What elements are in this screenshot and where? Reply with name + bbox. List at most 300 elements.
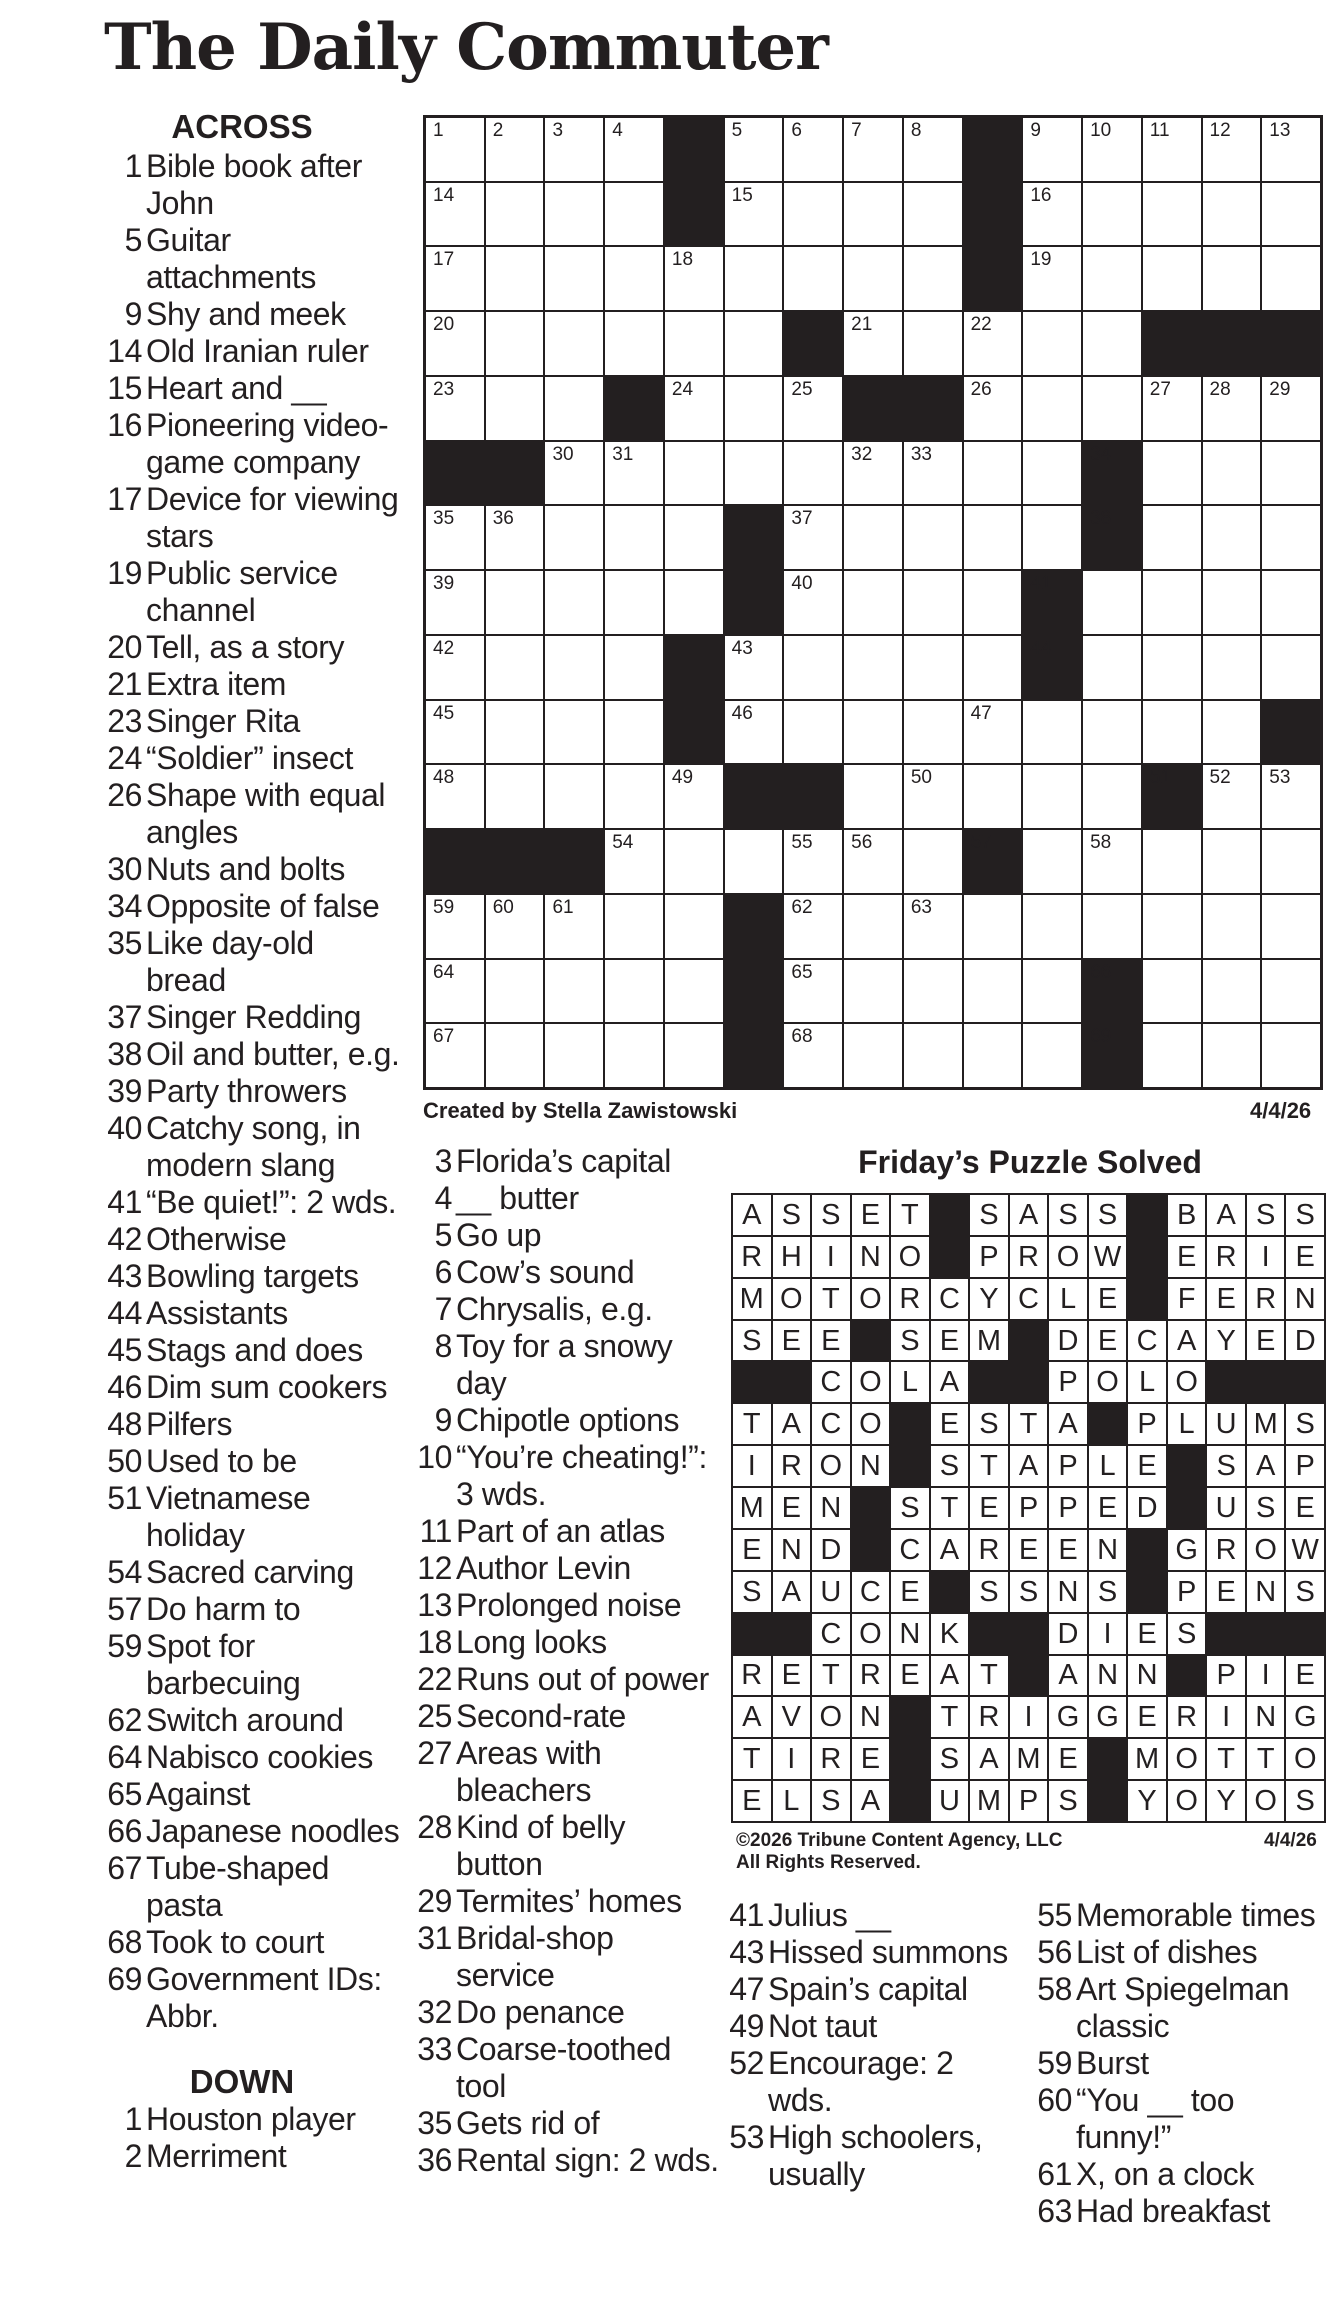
- grid-cell[interactable]: [605, 506, 663, 569]
- grid-cell[interactable]: [904, 636, 962, 699]
- grid-cell[interactable]: [904, 571, 962, 634]
- clue-text: Against: [146, 1776, 250, 1812]
- solution-letter: A: [733, 1697, 771, 1737]
- cell-number: 6: [791, 120, 802, 141]
- grid-cell[interactable]: [1262, 830, 1320, 893]
- grid-cell[interactable]: [1203, 701, 1261, 764]
- grid-cell[interactable]: [844, 118, 902, 181]
- grid-cell[interactable]: [1262, 1024, 1320, 1087]
- grid-cell[interactable]: [486, 377, 544, 440]
- grid-cell[interactable]: [844, 571, 902, 634]
- grid-block: [725, 960, 783, 1023]
- grid-cell[interactable]: [545, 960, 603, 1023]
- grid-cell[interactable]: [486, 506, 544, 569]
- cell-number: 54: [612, 832, 634, 854]
- grid-cell[interactable]: [426, 765, 484, 828]
- grid-cell[interactable]: [725, 636, 783, 699]
- clue-text: Took to court: [146, 1924, 325, 1960]
- clue-number: 24: [107, 740, 142, 776]
- cell-number: 38: [1090, 508, 1112, 530]
- grid-cell[interactable]: [665, 247, 723, 310]
- solution-letter: Y: [1207, 1781, 1245, 1821]
- grid-cell[interactable]: [1143, 183, 1201, 246]
- grid-block: [545, 830, 603, 893]
- grid-cell[interactable]: [1143, 506, 1201, 569]
- clue-number: 48: [107, 1406, 142, 1442]
- grid-cell[interactable]: [605, 312, 663, 375]
- grid-cell[interactable]: [665, 830, 723, 893]
- solution-letter: D: [1049, 1321, 1087, 1361]
- grid-cell[interactable]: [1023, 765, 1081, 828]
- solution-letter: G: [1049, 1697, 1087, 1737]
- grid-cell[interactable]: [1083, 183, 1141, 246]
- cell-number: 47: [970, 702, 992, 724]
- cell-number: 50: [910, 767, 932, 789]
- grid-cell[interactable]: [904, 765, 962, 828]
- grid-cell[interactable]: [605, 960, 663, 1023]
- grid-cell[interactable]: [486, 960, 544, 1023]
- clue-text: Part of an atlas: [456, 1513, 665, 1549]
- solution-letter: A: [970, 1739, 1008, 1779]
- solution-block: [852, 1530, 890, 1570]
- clue-number: 12: [417, 1550, 452, 1586]
- grid-cell[interactable]: [545, 247, 603, 310]
- clue-text: Spain’s capital: [768, 1971, 968, 2007]
- solution-letter: N: [891, 1614, 929, 1654]
- grid-cell[interactable]: [1143, 377, 1201, 440]
- grid-cell[interactable]: [1023, 183, 1081, 246]
- clue-text: Used to be: [146, 1443, 297, 1479]
- across-clue: [100, 1850, 400, 1924]
- grid-cell[interactable]: [426, 895, 484, 958]
- grid-cell[interactable]: [545, 895, 603, 958]
- grid-cell[interactable]: [784, 701, 842, 764]
- solution-letter: P: [1049, 1362, 1087, 1402]
- across-clue: [100, 296, 400, 333]
- clue-text: Florida’s capital: [456, 1143, 671, 1179]
- grid-cell[interactable]: [1262, 442, 1320, 505]
- grid-cell[interactable]: [904, 312, 962, 375]
- grid-cell[interactable]: [1083, 312, 1141, 375]
- grid-cell[interactable]: [665, 960, 723, 1023]
- grid-cell[interactable]: [844, 312, 902, 375]
- clue-number: 66: [107, 1813, 142, 1849]
- grid-cell[interactable]: [545, 506, 603, 569]
- grid-cell[interactable]: [844, 247, 902, 310]
- solution-letter: S: [931, 1739, 969, 1779]
- solution-letter: A: [852, 1781, 890, 1821]
- down-clue: [410, 1587, 720, 1624]
- solution-letter: C: [812, 1614, 850, 1654]
- cell-number: 18: [671, 249, 694, 271]
- grid-cell[interactable]: [725, 377, 783, 440]
- grid-cell[interactable]: [1262, 636, 1320, 699]
- grid-cell[interactable]: [725, 701, 783, 764]
- solution-letter: W: [1089, 1237, 1127, 1277]
- grid-cell[interactable]: [1203, 183, 1261, 246]
- grid-cell[interactable]: [1143, 701, 1201, 764]
- grid-cell[interactable]: [725, 442, 783, 505]
- solution-letter: O: [812, 1446, 850, 1486]
- clue-number: 61: [1037, 2156, 1072, 2192]
- clue-number: 39: [107, 1073, 142, 1109]
- grid-cell[interactable]: [545, 183, 603, 246]
- solution-block: [1010, 1656, 1048, 1696]
- grid-cell[interactable]: [784, 960, 842, 1023]
- grid-cell[interactable]: [605, 1024, 663, 1087]
- across-clue: [100, 1480, 400, 1554]
- grid-cell[interactable]: [605, 895, 663, 958]
- grid-cell[interactable]: [426, 118, 484, 181]
- grid-cell[interactable]: [426, 183, 484, 246]
- grid-cell[interactable]: [545, 701, 603, 764]
- clue-number: 19: [107, 555, 142, 591]
- grid-cell[interactable]: [665, 506, 723, 569]
- clue-text: High schoolers, usually: [768, 2119, 983, 2192]
- grid-cell[interactable]: [1203, 571, 1261, 634]
- grid-cell[interactable]: [1262, 247, 1320, 310]
- grid-cell[interactable]: [665, 765, 723, 828]
- solution-letter: N: [1128, 1656, 1166, 1696]
- grid-cell[interactable]: [784, 895, 842, 958]
- grid-block: [665, 118, 723, 181]
- grid-cell[interactable]: [964, 312, 1022, 375]
- solution-block: [1168, 1488, 1206, 1528]
- grid-cell[interactable]: [545, 636, 603, 699]
- solution-block: [852, 1488, 890, 1528]
- grid-cell[interactable]: [1203, 960, 1261, 1023]
- grid-cell[interactable]: [486, 636, 544, 699]
- grid-cell[interactable]: [1143, 571, 1201, 634]
- grid-cell[interactable]: [844, 701, 902, 764]
- grid-cell[interactable]: [725, 183, 783, 246]
- grid-cell[interactable]: [605, 442, 663, 505]
- cell-number: 67: [433, 1026, 455, 1048]
- grid-cell[interactable]: [1023, 701, 1081, 764]
- grid-cell[interactable]: [1203, 636, 1261, 699]
- grid-cell[interactable]: [1203, 442, 1261, 505]
- solution-letter: T: [931, 1488, 969, 1528]
- solution-letter: L: [773, 1781, 811, 1821]
- grid-cell[interactable]: [904, 1024, 962, 1087]
- grid-cell[interactable]: [964, 701, 1022, 764]
- grid-cell[interactable]: [725, 247, 783, 310]
- clue-number: 68: [107, 1924, 142, 1960]
- grid-cell[interactable]: [784, 830, 842, 893]
- solution-letter: I: [1207, 1697, 1245, 1737]
- grid-cell[interactable]: [426, 377, 484, 440]
- crossword-grid[interactable]: [423, 115, 1323, 1090]
- grid-cell[interactable]: [1023, 960, 1081, 1023]
- grid-cell[interactable]: [486, 765, 544, 828]
- grid-cell[interactable]: [545, 118, 603, 181]
- grid-cell[interactable]: [1023, 830, 1081, 893]
- clue-number: 50: [107, 1443, 142, 1479]
- grid-cell[interactable]: [964, 765, 1022, 828]
- grid-cell[interactable]: [486, 118, 544, 181]
- down-clue: [1030, 1971, 1335, 2045]
- solution-letter: S: [1089, 1572, 1127, 1612]
- solution-letter: S: [1286, 1781, 1324, 1821]
- cell-number: 68: [791, 1026, 813, 1048]
- cell-number: 43: [731, 637, 753, 659]
- grid-cell[interactable]: [426, 312, 484, 375]
- grid-cell[interactable]: [1023, 118, 1081, 181]
- grid-block: [665, 701, 723, 764]
- clue-text: Like day-old bread: [146, 925, 314, 998]
- solution-letter: Y: [970, 1279, 1008, 1319]
- grid-cell[interactable]: [904, 830, 962, 893]
- grid-cell[interactable]: [784, 183, 842, 246]
- grid-cell[interactable]: [964, 506, 1022, 569]
- grid-cell[interactable]: [605, 765, 663, 828]
- grid-cell[interactable]: [1203, 247, 1261, 310]
- grid-cell[interactable]: [784, 442, 842, 505]
- grid-cell[interactable]: [1023, 312, 1081, 375]
- grid-cell[interactable]: [725, 830, 783, 893]
- grid-cell[interactable]: [1143, 960, 1201, 1023]
- across-clue: [100, 777, 400, 851]
- grid-cell[interactable]: [1262, 118, 1320, 181]
- grid-cell[interactable]: [1262, 571, 1320, 634]
- down-clue: [100, 2138, 400, 2175]
- grid-cell[interactable]: [1262, 895, 1320, 958]
- grid-cell[interactable]: [725, 118, 783, 181]
- grid-cell[interactable]: [1203, 1024, 1261, 1087]
- grid-block: [1143, 765, 1201, 828]
- solution-block: [1207, 1614, 1245, 1654]
- grid-cell[interactable]: [545, 1024, 603, 1087]
- grid-cell[interactable]: [844, 765, 902, 828]
- cell-number: 49: [671, 767, 694, 789]
- grid-cell[interactable]: [844, 960, 902, 1023]
- clue-text: Runs out of power: [456, 1661, 709, 1697]
- grid-cell[interactable]: [844, 183, 902, 246]
- solution-letter: A: [931, 1530, 969, 1570]
- solution-letter: R: [891, 1279, 929, 1319]
- grid-cell[interactable]: [1203, 377, 1261, 440]
- grid-cell[interactable]: [904, 442, 962, 505]
- grid-cell[interactable]: [665, 312, 723, 375]
- grid-cell[interactable]: [486, 701, 544, 764]
- grid-cell[interactable]: [426, 701, 484, 764]
- grid-cell[interactable]: [426, 506, 484, 569]
- grid-cell[interactable]: [964, 1024, 1022, 1087]
- grid-cell[interactable]: [784, 636, 842, 699]
- grid-cell[interactable]: [1083, 247, 1141, 310]
- grid-cell[interactable]: [1083, 765, 1141, 828]
- grid-cell[interactable]: [844, 1024, 902, 1087]
- solution-letter: E: [931, 1404, 969, 1444]
- solution-letter: T: [891, 1195, 929, 1235]
- grid-cell[interactable]: [964, 960, 1022, 1023]
- grid-cell[interactable]: [486, 895, 544, 958]
- solution-block: [931, 1572, 969, 1612]
- grid-cell[interactable]: [426, 247, 484, 310]
- grid-cell[interactable]: [1203, 765, 1261, 828]
- grid-cell[interactable]: [964, 442, 1022, 505]
- grid-cell[interactable]: [784, 1024, 842, 1087]
- grid-cell[interactable]: [1143, 442, 1201, 505]
- copyright-line-1: ©2026 Tribune Content Agency, LLC: [736, 1830, 1063, 1851]
- grid-cell[interactable]: [904, 960, 962, 1023]
- down-clue: [722, 2045, 1022, 2119]
- grid-cell[interactable]: [1023, 247, 1081, 310]
- grid-cell[interactable]: [784, 571, 842, 634]
- grid-cell[interactable]: [545, 571, 603, 634]
- grid-cell[interactable]: [1262, 960, 1320, 1023]
- grid-cell[interactable]: [1143, 247, 1201, 310]
- clue-number: 9: [434, 1402, 452, 1438]
- grid-cell[interactable]: [904, 183, 962, 246]
- grid-cell[interactable]: [1203, 118, 1261, 181]
- cell-number: 19: [1030, 249, 1052, 271]
- clue-text: Encourage: 2 wds.: [768, 2045, 954, 2118]
- grid-cell[interactable]: [784, 247, 842, 310]
- grid-cell[interactable]: [665, 1024, 723, 1087]
- grid-cell[interactable]: [1262, 377, 1320, 440]
- solution-letter: E: [1286, 1237, 1324, 1277]
- grid-cell[interactable]: [1083, 118, 1141, 181]
- grid-cell[interactable]: [486, 312, 544, 375]
- grid-cell[interactable]: [844, 442, 902, 505]
- down-clue: [410, 1254, 720, 1291]
- clue-text: Spot for barbecuing: [146, 1628, 301, 1701]
- down-clue: [410, 1291, 720, 1328]
- grid-cell[interactable]: [605, 183, 663, 246]
- grid-cell[interactable]: [1023, 1024, 1081, 1087]
- cell-number: 62: [791, 896, 813, 918]
- grid-cell[interactable]: [665, 442, 723, 505]
- copyright-notice: [736, 1830, 1063, 1874]
- grid-cell[interactable]: [545, 377, 603, 440]
- grid-cell[interactable]: [1143, 830, 1201, 893]
- solution-block: [1089, 1404, 1127, 1444]
- grid-cell[interactable]: [426, 571, 484, 634]
- solution-letter: F: [1168, 1279, 1206, 1319]
- grid-cell[interactable]: [486, 247, 544, 310]
- grid-cell[interactable]: [1083, 377, 1141, 440]
- cell-number: 10: [1090, 120, 1112, 141]
- grid-cell[interactable]: [784, 377, 842, 440]
- grid-cell[interactable]: [1143, 1024, 1201, 1087]
- grid-cell[interactable]: [1203, 895, 1261, 958]
- grid-cell[interactable]: [1262, 506, 1320, 569]
- grid-cell[interactable]: [426, 636, 484, 699]
- grid-cell[interactable]: [426, 1024, 484, 1087]
- grid-cell[interactable]: [964, 377, 1022, 440]
- grid-cell[interactable]: [426, 960, 484, 1023]
- grid-cell[interactable]: [904, 247, 962, 310]
- grid-cell[interactable]: [545, 312, 603, 375]
- grid-cell[interactable]: [665, 895, 723, 958]
- grid-cell[interactable]: [1023, 377, 1081, 440]
- solution-letter: S: [891, 1321, 929, 1361]
- grid-cell[interactable]: [1203, 830, 1261, 893]
- clue-text: Bible book after John: [146, 148, 362, 221]
- grid-cell[interactable]: [904, 701, 962, 764]
- grid-cell[interactable]: [665, 377, 723, 440]
- clue-number: 13: [417, 1587, 452, 1623]
- grid-cell[interactable]: [1203, 506, 1261, 569]
- grid-cell[interactable]: [486, 183, 544, 246]
- grid-cell[interactable]: [605, 571, 663, 634]
- grid-cell[interactable]: [605, 701, 663, 764]
- clue-number: 5: [124, 222, 142, 258]
- solution-block: [1010, 1321, 1048, 1361]
- grid-cell[interactable]: [1083, 636, 1141, 699]
- grid-cell[interactable]: [1023, 506, 1081, 569]
- grid-cell[interactable]: [844, 830, 902, 893]
- clue-text: Assistants: [146, 1295, 288, 1331]
- clue-text: Oil and butter, e.g.: [146, 1036, 400, 1072]
- grid-cell[interactable]: [844, 895, 902, 958]
- grid-cell[interactable]: [486, 1024, 544, 1087]
- grid-cell[interactable]: [904, 895, 962, 958]
- clue-text: Rental sign: 2 wds.: [456, 2142, 719, 2178]
- solution-letter: E: [773, 1656, 811, 1696]
- clue-number: 9: [124, 296, 142, 332]
- cell-number: 48: [433, 767, 455, 789]
- grid-block: [964, 830, 1022, 893]
- grid-cell[interactable]: [1083, 701, 1141, 764]
- clue-number: 56: [1037, 1934, 1072, 1970]
- grid-cell[interactable]: [605, 247, 663, 310]
- clue-text: Do penance: [456, 1994, 625, 2030]
- grid-cell[interactable]: [1143, 895, 1201, 958]
- grid-cell[interactable]: [784, 118, 842, 181]
- cell-number: 8: [910, 120, 922, 141]
- grid-cell[interactable]: [1262, 183, 1320, 246]
- grid-cell[interactable]: [1083, 895, 1141, 958]
- grid-cell[interactable]: [1083, 571, 1141, 634]
- cell-number: 11: [1149, 120, 1170, 141]
- grid-cell[interactable]: [964, 895, 1022, 958]
- grid-cell[interactable]: [605, 118, 663, 181]
- clue-number: 2: [124, 2138, 142, 2174]
- grid-cell[interactable]: [784, 506, 842, 569]
- cell-number: 58: [1090, 832, 1112, 854]
- grid-cell[interactable]: [964, 571, 1022, 634]
- grid-cell[interactable]: [1143, 636, 1201, 699]
- grid-cell[interactable]: [964, 636, 1022, 699]
- solution-letter: E: [1049, 1739, 1087, 1779]
- grid-cell[interactable]: [844, 506, 902, 569]
- grid-cell[interactable]: [545, 765, 603, 828]
- clue-text: Toy for a snowy day: [456, 1328, 673, 1401]
- clue-number: 59: [107, 1628, 142, 1664]
- clue-text: Kind of belly button: [456, 1809, 626, 1882]
- grid-cell[interactable]: [1023, 895, 1081, 958]
- solution-letter: E: [891, 1572, 929, 1612]
- grid-cell[interactable]: [725, 312, 783, 375]
- grid-cell[interactable]: [1083, 830, 1141, 893]
- grid-cell[interactable]: [1143, 118, 1201, 181]
- grid-cell[interactable]: [486, 571, 544, 634]
- grid-cell[interactable]: [665, 571, 723, 634]
- grid-cell[interactable]: [605, 830, 663, 893]
- grid-cell[interactable]: [605, 636, 663, 699]
- clue-number: 28: [417, 1809, 452, 1845]
- grid-cell[interactable]: [844, 636, 902, 699]
- grid-cell[interactable]: [1262, 765, 1320, 828]
- grid-cell[interactable]: [545, 442, 603, 505]
- solution-letter: E: [1168, 1237, 1206, 1277]
- grid-cell[interactable]: [1023, 442, 1081, 505]
- grid-cell[interactable]: [904, 506, 962, 569]
- grid-cell[interactable]: [904, 118, 962, 181]
- solution-letter: E: [812, 1321, 850, 1361]
